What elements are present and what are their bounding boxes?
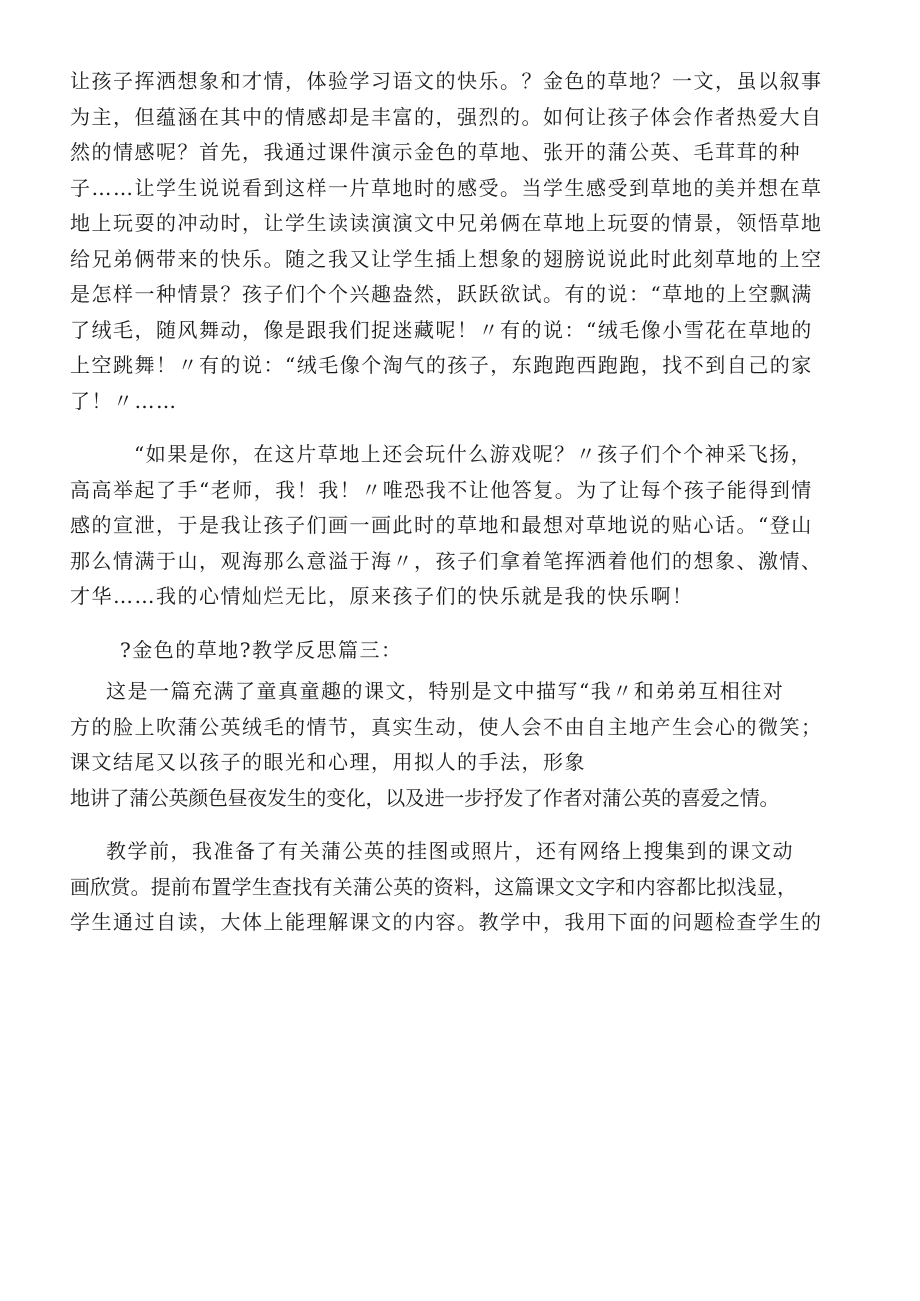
text-line: 为主，但蕴涵在其中的情感却是丰富的，强烈的。如何让孩子体会作者热爱大自 (70, 104, 823, 129)
text-line: 是怎样一种情景？孩子们个个兴趣盎然，跃跃欲试。有的说：“草地的上空飘满 (70, 282, 813, 306)
paragraph-4 (70, 834, 885, 941)
paragraph-2 (70, 437, 885, 615)
text-line: 教学前，我准备了有关蒲公英的挂图或照片，还有网络上搜集到的课文动 (106, 839, 794, 863)
text-line: 才华……我的心情灿烂无比，原来孩子们的快乐就是我的快乐啊！ (70, 584, 694, 608)
document-page (70, 64, 885, 941)
text-line: “如果是你，在这片草地上还会玩什么游戏呢？〃孩子们个个神采飞扬， (134, 442, 813, 466)
text-line: 这是一篇充满了童真童趣的课文，特别是文中描写“我〃和弟弟互相往对 (106, 679, 785, 703)
text-line: 了绒毛，随风舞动，像是跟我们捉迷藏呢！〃有的说：“绒毛像小雪花在草地的 (70, 317, 813, 342)
text-line: 然的情感呢？首先，我通过课件演示金色的草地、张开的蒲公英、毛茸茸的种 (70, 140, 801, 164)
text-line: 给兄弟俩带来的快乐。随之我又让学生插上想象的翅膀说说此时此刻草地的上空 (70, 246, 823, 271)
text-line: 地讲了蒲公英颜色昼夜发生的变化，以及进一步抒发了作者对蒲公英的喜爱之情。 (70, 785, 780, 810)
text-line: 课文结尾又以孩子的眼光和心理，用拟人的手法，形象 (70, 750, 586, 774)
text-line: 地上玩耍的冲动时，让学生读读演演文中兄弟俩在草地上玩耍的情景，领悟草地 (70, 211, 823, 235)
paragraph-1 (70, 64, 885, 419)
text-line: 上空跳舞！〃有的说：“绒毛像个淘气的孩子，东跑跑西跑跑，找不到自己的家 (70, 353, 813, 377)
text-line: 了！〃…… (70, 388, 178, 413)
text-line: 那么情满于山，观海那么意溢于海〃，孩子们拿着笔挥洒着他们的想象、激情、 (70, 548, 823, 573)
text-line: 子……让学生说说看到这样一片草地时的感受。当学生感受到草地的美并想在草 (70, 175, 823, 200)
text-line: 高高举起了手“老师，我！我！〃唯恐我不让他答复。为了让每个孩子能得到情 (70, 477, 813, 502)
text-line: 学生通过自读，大体上能理解课文的内容。教学中，我用下面的问题检查学生的 (70, 910, 823, 934)
section-heading: ?金色的草地?教学反思篇三： (120, 637, 403, 662)
text-line: 方的脸上吹蒲公英绒毛的情节，真实生动，使人会不由自主地产生会心的微笑； (70, 714, 823, 739)
text-line: 让孩子挥洒想象和才情，体验学习语文的快乐。？金色的草地？一文，虽以叙事 (70, 69, 823, 93)
text-line: 感的宣泄，于是我让孩子们画一画此时的草地和最想对草地说的贴心话。“登山 (70, 513, 813, 537)
text-line: 画欣赏。提前布置学生查找有关蒲公英的资料，这篇课文文字和内容都比拟浅显， (70, 874, 798, 899)
paragraph-3 (70, 674, 885, 816)
